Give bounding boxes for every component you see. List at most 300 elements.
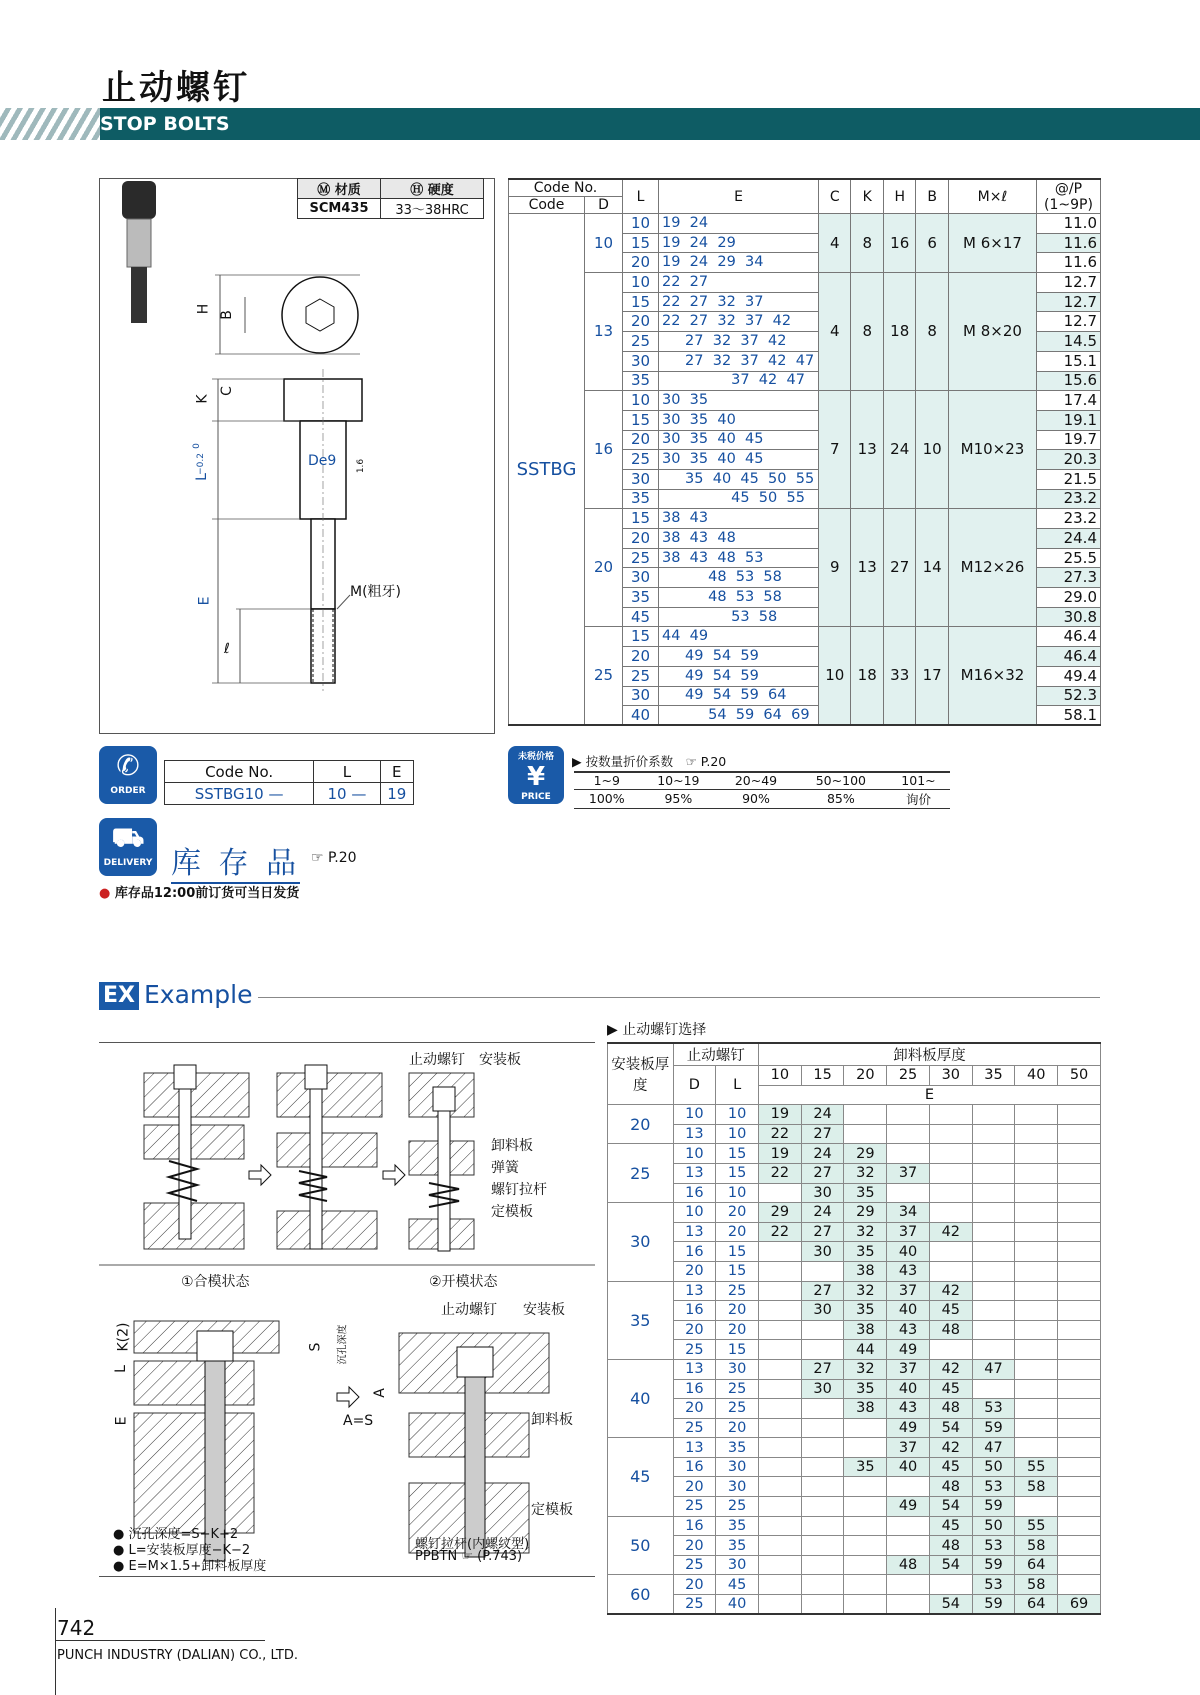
spec-L: 45 — [623, 607, 659, 627]
sel-e-cell: 48 — [929, 1399, 972, 1419]
note-2: ● L=安装板厚度−K−2 — [113, 1543, 251, 1558]
discount-qty: 1~9 — [574, 772, 640, 789]
sel-e-cell — [844, 1575, 887, 1595]
price-title: ▶ 按数量折价系数 ☞ P.20 — [572, 754, 727, 769]
sel-bolt-cell: 25 — [716, 1379, 759, 1399]
sel-e-cell — [1058, 1516, 1101, 1536]
price-icon: 未税价格 ¥ PRICE — [508, 746, 564, 804]
sel-bolt-cell: 16 — [673, 1457, 716, 1477]
sel-plate: 60 — [608, 1575, 674, 1614]
open-state: ②开模状态 — [429, 1274, 498, 1290]
spec-C: 9 — [819, 509, 851, 627]
sel-bolt-cell: 20 — [673, 1399, 716, 1419]
table-row — [608, 1595, 1101, 1615]
dim-L-tol-bot: −0.2 — [195, 453, 206, 475]
example-badge: EX — [99, 982, 139, 1010]
spec-h-K: K — [851, 179, 883, 214]
sel-e-cell — [972, 1124, 1015, 1144]
sel-e-cell — [758, 1595, 801, 1615]
sel-e-cell — [758, 1379, 801, 1399]
sel-bolt-cell: 15 — [716, 1144, 759, 1164]
spec-K: 18 — [851, 627, 883, 725]
sel-e-cell: 58 — [1015, 1575, 1058, 1595]
spec-M: M 8×20 — [948, 273, 1036, 391]
sel-bolt-cell: 25 — [716, 1497, 759, 1517]
spec-L: 35 — [623, 588, 659, 608]
spec-L: 30 — [623, 686, 659, 706]
sel-e-cell: 48 — [929, 1477, 972, 1497]
spec-C: 10 — [819, 627, 851, 725]
spec-L: 20 — [623, 647, 659, 667]
sel-e-cell — [844, 1124, 887, 1144]
dim-L: L — [193, 473, 210, 481]
sel-e-cell — [801, 1340, 844, 1360]
table-row — [608, 1183, 1101, 1203]
table-row — [608, 1163, 1101, 1183]
discount-rate: 95% — [640, 789, 718, 808]
order-h-E: E — [380, 761, 413, 783]
spec-L: 15 — [623, 292, 659, 312]
example-rule — [258, 997, 1100, 998]
spec-E: 38 43 — [659, 509, 819, 529]
sel-e-cell: 27 — [801, 1281, 844, 1301]
ex-label-fixed: 定模板 — [491, 1204, 533, 1220]
closed-state: ①合模状态 — [181, 1274, 250, 1290]
spec-E: 30 35 40 45 — [659, 430, 819, 450]
sel-e-cell — [972, 1281, 1015, 1301]
sel-e-cell: 48 — [929, 1320, 972, 1340]
sel-bolt-cell: 20 — [716, 1222, 759, 1242]
sel-e-cell — [972, 1183, 1015, 1203]
sel-e-cell — [887, 1575, 930, 1595]
sel-e-cell — [758, 1183, 801, 1203]
sel-e-cell — [844, 1516, 887, 1536]
ex2-label-rod: 螺钉拉杆(内螺纹型) — [415, 1537, 530, 1552]
sel-e-cell: 58 — [1015, 1536, 1058, 1556]
sel-e-cell: 55 — [1015, 1457, 1058, 1477]
sel-plate: 35 — [608, 1281, 674, 1359]
sel-bolt-cell: 13 — [673, 1163, 716, 1183]
sel-e-cell — [758, 1242, 801, 1262]
sel-e-cell: 64 — [1015, 1555, 1058, 1575]
spec-h-codeno: Code No. — [509, 179, 623, 197]
sel-bolt-cell: 10 — [673, 1105, 716, 1125]
sel-e-cell: 69 — [1058, 1595, 1101, 1615]
spec-price: 23.2 — [1037, 509, 1101, 529]
table-row — [608, 1261, 1101, 1281]
spec-price: 20.3 — [1037, 450, 1101, 470]
sel-h-col: 50 — [1058, 1066, 1101, 1086]
sel-e-cell — [929, 1105, 972, 1125]
sel-bolt-cell: 40 — [716, 1595, 759, 1615]
sel-e-cell: 35 — [844, 1242, 887, 1262]
spec-E: 38 43 48 — [659, 529, 819, 549]
spec-L: 15 — [623, 627, 659, 647]
example-title: Example — [144, 980, 253, 1009]
sel-e-cell — [887, 1516, 930, 1536]
sel-bolt-cell: 30 — [716, 1359, 759, 1379]
sel-e-cell — [972, 1261, 1015, 1281]
order-v-code: SSTBG10 — — [165, 783, 314, 805]
sel-e-cell: 64 — [1015, 1595, 1058, 1615]
discount-table — [574, 771, 950, 809]
sel-e-cell: 53 — [972, 1575, 1015, 1595]
sel-e-cell — [887, 1477, 930, 1497]
sel-e-cell: 47 — [972, 1438, 1015, 1458]
spec-header-row — [509, 179, 1101, 197]
spec-H: 33 — [883, 627, 915, 725]
spec-L: 30 — [623, 351, 659, 371]
spec-E: 19 24 29 34 — [659, 253, 819, 273]
sel-e-cell — [1015, 1399, 1058, 1419]
sel-e-cell: 19 — [758, 1105, 801, 1125]
sel-bolt-cell: 35 — [716, 1516, 759, 1536]
sel-e-cell: 24 — [801, 1105, 844, 1125]
sel-e-cell — [844, 1536, 887, 1556]
spec-L: 10 — [623, 273, 659, 293]
spec-price: 46.4 — [1037, 627, 1101, 647]
table-row — [608, 1555, 1101, 1575]
sel-e-cell: 49 — [887, 1497, 930, 1517]
dim-K: K — [194, 394, 211, 404]
sel-e-cell: 48 — [887, 1555, 930, 1575]
spec-L: 10 — [623, 391, 659, 411]
spec-price: 52.3 — [1037, 686, 1101, 706]
discount-rate: 90% — [717, 789, 795, 808]
spec-D: 20 — [585, 509, 623, 627]
sel-bolt-cell: 10 — [716, 1183, 759, 1203]
sel-e-cell: 38 — [844, 1261, 887, 1281]
sel-e-cell — [887, 1536, 930, 1556]
sel-e-cell — [1058, 1555, 1101, 1575]
sel-e-cell: 45 — [929, 1516, 972, 1536]
sel-e-cell: 54 — [929, 1418, 972, 1438]
spec-H: 16 — [883, 214, 915, 273]
sel-e-cell — [1015, 1203, 1058, 1223]
sel-h-strip: 卸料板厚度 — [758, 1043, 1100, 1066]
sel-e-cell — [758, 1477, 801, 1497]
spec-h-price: @/P (1~9P) — [1037, 179, 1101, 214]
bolt-photo-head — [122, 181, 156, 219]
sel-e-cell: 55 — [1015, 1516, 1058, 1536]
spec-price: 11.6 — [1037, 233, 1101, 253]
drawing-box — [99, 178, 495, 734]
sel-e-cell — [972, 1163, 1015, 1183]
spec-price: 58.1 — [1037, 706, 1101, 726]
sel-e-cell — [758, 1418, 801, 1438]
spec-D: 10 — [585, 214, 623, 273]
sel-e-cell: 35 — [844, 1301, 887, 1321]
sel-e-cell — [1015, 1497, 1058, 1517]
spec-E: 53 58 — [659, 607, 819, 627]
spec-h-B: B — [916, 179, 948, 214]
sel-e-cell — [1015, 1261, 1058, 1281]
ex-label-bolt: 止动螺钉 — [409, 1052, 465, 1068]
spec-h-M: M×ℓ — [948, 179, 1036, 214]
sel-e-cell — [758, 1320, 801, 1340]
spec-E: 22 27 32 37 — [659, 292, 819, 312]
spec-E: 30 35 — [659, 391, 819, 411]
dim-E: E — [196, 596, 213, 606]
sel-e-cell — [758, 1497, 801, 1517]
table-row — [608, 1203, 1101, 1223]
sel-e-cell: 47 — [972, 1359, 1015, 1379]
sel-e-cell — [758, 1575, 801, 1595]
discount-qty: 20~49 — [717, 772, 795, 789]
sel-bolt-cell: 20 — [673, 1320, 716, 1340]
sel-e-cell — [972, 1242, 1015, 1262]
spec-h-H: H — [883, 179, 915, 214]
sel-e-cell — [929, 1183, 972, 1203]
sel-e-cell: 29 — [844, 1203, 887, 1223]
discount-rate: 100% — [574, 789, 640, 808]
dim-B: B — [218, 310, 235, 320]
sel-e-cell — [1015, 1124, 1058, 1144]
sel-e-cell — [758, 1516, 801, 1536]
sel-e-cell — [758, 1399, 801, 1419]
dim-K2: K(2) — [115, 1322, 132, 1352]
sel-e-cell: 22 — [758, 1222, 801, 1242]
spec-price: 17.4 — [1037, 391, 1101, 411]
sel-bolt-cell: 30 — [716, 1457, 759, 1477]
spec-L: 25 — [623, 332, 659, 352]
sel-h-col: 20 — [844, 1066, 887, 1086]
spec-price: 46.4 — [1037, 647, 1101, 667]
sel-e-cell: 59 — [972, 1418, 1015, 1438]
sel-bolt-cell: 15 — [716, 1261, 759, 1281]
table-row — [608, 1320, 1101, 1340]
table-row — [608, 1281, 1101, 1301]
sel-e-cell: 58 — [1015, 1477, 1058, 1497]
sel-e-cell: 24 — [801, 1203, 844, 1223]
spec-E: 30 35 40 45 — [659, 450, 819, 470]
sel-e-cell: 34 — [887, 1203, 930, 1223]
sel-e-cell — [844, 1555, 887, 1575]
sel-bolt-cell: 20 — [673, 1261, 716, 1281]
sel-e-cell — [1015, 1222, 1058, 1242]
discount-rate: 85% — [795, 789, 887, 808]
sel-e-cell — [1058, 1222, 1101, 1242]
sel-e-cell: 45 — [929, 1457, 972, 1477]
sel-bolt-cell: 20 — [716, 1301, 759, 1321]
sel-h-col: 10 — [758, 1066, 801, 1086]
bar-stripes — [0, 108, 100, 140]
dim-M: M(粗牙) — [350, 584, 402, 600]
spec-h-L: L — [623, 179, 659, 214]
spec-table — [508, 178, 1101, 726]
sel-e-cell — [972, 1222, 1015, 1242]
sel-e-cell — [844, 1595, 887, 1615]
sel-e-cell: 37 — [887, 1222, 930, 1242]
sel-e-cell — [1015, 1281, 1058, 1301]
spec-L: 40 — [623, 706, 659, 726]
sel-e-cell — [758, 1536, 801, 1556]
sel-e-cell — [758, 1359, 801, 1379]
table-row — [608, 1418, 1101, 1438]
sel-bolt-cell: 16 — [673, 1242, 716, 1262]
sel-h-col: 25 — [887, 1066, 930, 1086]
sel-e-cell: 32 — [844, 1359, 887, 1379]
sel-e-cell — [801, 1320, 844, 1340]
sel-e-cell — [1058, 1379, 1101, 1399]
sel-bolt-cell: 35 — [716, 1438, 759, 1458]
sel-e-cell: 24 — [801, 1144, 844, 1164]
sel-e-cell: 35 — [844, 1379, 887, 1399]
table-row — [509, 509, 1101, 529]
sel-e-cell: 30 — [801, 1301, 844, 1321]
sel-e-cell: 32 — [844, 1222, 887, 1242]
sel-e-cell — [1058, 1575, 1101, 1595]
spec-E: 45 50 55 — [659, 489, 819, 509]
dim-L-tol-top: 0 — [191, 443, 202, 449]
spec-E: 49 54 59 — [659, 666, 819, 686]
spec-D: 25 — [585, 627, 623, 725]
sel-e-cell — [887, 1105, 930, 1125]
sel-e-cell — [1015, 1359, 1058, 1379]
sel-e-cell — [972, 1144, 1015, 1164]
hex-socket — [306, 299, 334, 331]
spec-D: 13 — [585, 273, 623, 391]
sel-e-cell: 38 — [844, 1320, 887, 1340]
sel-e-cell — [1058, 1124, 1101, 1144]
spec-E: 27 32 37 42 47 — [659, 351, 819, 371]
spec-K: 8 — [851, 273, 883, 391]
spec-L: 20 — [623, 430, 659, 450]
discount-qty: 10~19 — [640, 772, 718, 789]
sel-e-cell — [1058, 1320, 1101, 1340]
sel-e-cell — [929, 1163, 972, 1183]
sel-e-cell — [801, 1536, 844, 1556]
spec-E: 38 43 48 53 — [659, 548, 819, 568]
table-row — [608, 1124, 1101, 1144]
discount-qty: 50~100 — [795, 772, 887, 789]
sel-e-cell: 54 — [929, 1595, 972, 1615]
spec-L: 30 — [623, 568, 659, 588]
table-row — [608, 1536, 1101, 1556]
sel-e-cell: 53 — [972, 1536, 1015, 1556]
sel-e-cell — [758, 1457, 801, 1477]
spec-price: 12.7 — [1037, 292, 1101, 312]
sel-e-cell: 50 — [972, 1516, 1015, 1536]
spec-L: 30 — [623, 469, 659, 489]
sel-bolt-cell: 10 — [673, 1144, 716, 1164]
sel-plate: 25 — [608, 1144, 674, 1203]
sel-e-cell — [972, 1340, 1015, 1360]
section-subtitle: STOP BOLTS — [100, 113, 230, 135]
delivery-note: ● 库存品12:00前订货可当日发货 — [99, 886, 300, 901]
spec-H: 27 — [883, 509, 915, 627]
sel-e-cell: 53 — [972, 1399, 1015, 1419]
table-row — [608, 1438, 1101, 1458]
spec-price: 24.4 — [1037, 529, 1101, 549]
sel-e-cell: 44 — [844, 1340, 887, 1360]
sel-bolt-cell: 25 — [716, 1399, 759, 1419]
dim-H: H — [195, 303, 212, 315]
sel-e-cell: 30 — [801, 1183, 844, 1203]
spec-B: 14 — [916, 509, 948, 627]
sel-e-cell — [1058, 1183, 1101, 1203]
sel-e-cell: 49 — [887, 1340, 930, 1360]
sel-e-cell — [844, 1418, 887, 1438]
spec-D: 16 — [585, 391, 623, 509]
sel-bolt-cell: 10 — [716, 1124, 759, 1144]
spec-E: 19 24 29 — [659, 233, 819, 253]
spec-h-E: E — [659, 179, 819, 214]
sel-h-col: 35 — [972, 1066, 1015, 1086]
sel-bolt-cell: 15 — [716, 1163, 759, 1183]
spec-E: 44 49 — [659, 627, 819, 647]
sel-e-cell — [758, 1301, 801, 1321]
ex2-label-stripper: 卸料板 — [531, 1412, 573, 1428]
table-row — [608, 1222, 1101, 1242]
sel-e-cell — [929, 1242, 972, 1262]
page-title: 止动螺钉 — [102, 68, 250, 108]
ex-label-mount: 安装板 — [479, 1052, 521, 1068]
company-name: PUNCH INDUSTRY (DALIAN) CO., LTD. — [57, 1648, 298, 1663]
spec-H: 18 — [883, 273, 915, 391]
sel-bolt-cell: 16 — [673, 1379, 716, 1399]
footer-rule-v — [55, 1608, 56, 1695]
sel-e-cell: 29 — [844, 1144, 887, 1164]
spec-price: 19.1 — [1037, 410, 1101, 430]
example-diagram — [99, 1042, 595, 1577]
sel-plate: 50 — [608, 1516, 674, 1575]
sel-e-cell — [801, 1575, 844, 1595]
sel-h-E: E — [758, 1085, 1100, 1105]
spec-M: M16×32 — [948, 627, 1036, 725]
spec-price: 12.7 — [1037, 312, 1101, 332]
sel-e-cell: 27 — [801, 1359, 844, 1379]
sel-e-cell: 37 — [887, 1359, 930, 1379]
dim-l: ℓ — [224, 641, 230, 657]
spec-price: 23.2 — [1037, 489, 1101, 509]
spec-h-code: Code — [509, 197, 585, 214]
sel-plate: 20 — [608, 1105, 674, 1144]
sel-e-cell — [801, 1595, 844, 1615]
ex2-label-mount: 安装板 — [523, 1302, 565, 1318]
sel-e-cell — [801, 1555, 844, 1575]
ex2-label-bolt: 止动螺钉 — [441, 1302, 497, 1318]
hardness-value: 33～38HRC — [381, 199, 484, 219]
sel-e-cell — [1058, 1301, 1101, 1321]
ex2-label-fixed: 定模板 — [531, 1502, 573, 1518]
sel-bolt-cell: 25 — [673, 1595, 716, 1615]
sel-e-cell: 32 — [844, 1163, 887, 1183]
sel-plate: 30 — [608, 1203, 674, 1281]
sel-bolt-cell: 13 — [673, 1438, 716, 1458]
spec-price: 11.6 — [1037, 253, 1101, 273]
spec-L: 25 — [623, 450, 659, 470]
sel-e-cell — [1015, 1144, 1058, 1164]
sel-e-cell — [844, 1497, 887, 1517]
head-top-view — [282, 277, 358, 353]
sel-e-cell — [1058, 1359, 1101, 1379]
spec-L: 15 — [623, 509, 659, 529]
table-row — [608, 1105, 1101, 1125]
sel-e-cell — [887, 1595, 930, 1615]
sel-e-cell — [758, 1555, 801, 1575]
footer-rule-h — [55, 1640, 265, 1641]
sel-bolt-cell: 20 — [716, 1418, 759, 1438]
sel-h-plate: 安装板厚度 — [608, 1043, 674, 1105]
sel-e-cell: 42 — [929, 1438, 972, 1458]
spec-price: 11.0 — [1037, 214, 1101, 234]
sel-bolt-cell: 20 — [673, 1477, 716, 1497]
spec-E: 19 24 — [659, 214, 819, 234]
sel-bolt-cell: 45 — [716, 1575, 759, 1595]
sel-e-cell: 35 — [844, 1183, 887, 1203]
spec-E: 37 42 47 — [659, 371, 819, 391]
